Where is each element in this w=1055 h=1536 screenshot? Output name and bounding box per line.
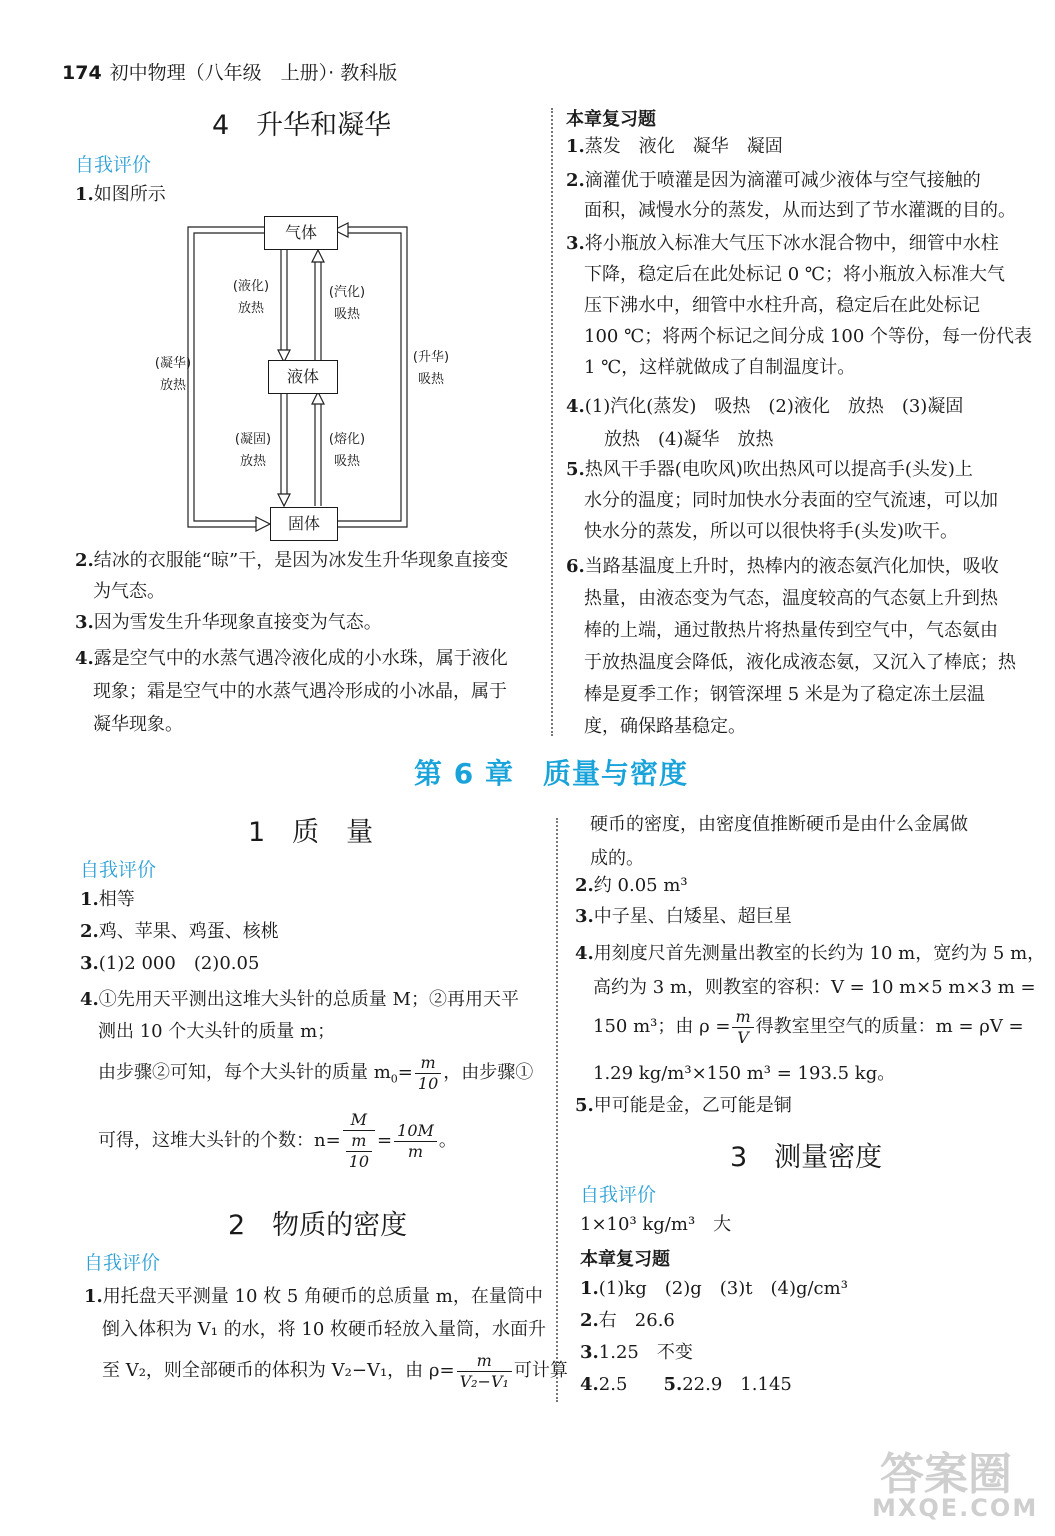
- section-title-density: 2 物质的密度: [228, 1210, 408, 1241]
- section-title: 4 升华和凝华: [212, 110, 392, 141]
- section-title-measure-density: 3 测量密度: [730, 1142, 883, 1173]
- density-question-4: 4.用刻度尺首先测量出教室的长约为 10 m，宽约为 5 m， 高约为 3 m，则教室的容积：V = 10 m×5 m×3 m =: [575, 943, 1046, 998]
- label-liquefaction: (液化) 放热: [232, 279, 270, 316]
- density-question-1: 1.用托盘天平测量 10 枚 5 角硬币的总质量 m，在量筒中 倒入体积为 V₁ 的水，将 10 枚硬币轻放入量筒，水面升: [84, 1286, 547, 1340]
- density-question-3: 3.中子星、白矮星、超巨星: [575, 906, 792, 927]
- mass-question-2: 2.鸡、苹果、鸡蛋、核桃: [80, 921, 279, 942]
- self-eval-heading: 自我评价: [75, 154, 152, 176]
- fraction-10M-over-m: $\frac{10M}{m}$: [394, 1121, 437, 1162]
- measure-density-answer: 1×10³ kg/m³ 大: [580, 1214, 732, 1235]
- review-question-3: 3.1.25 不变: [580, 1342, 693, 1363]
- watermark-logo: 答案圈: [880, 1449, 1012, 1500]
- label-vaporization: (汽化) 吸热: [328, 285, 366, 322]
- label-melting: (熔化) 吸热: [328, 432, 366, 469]
- review-question-2: 2.滴灌优于喷灌是因为滴灌可减少液体与空气接触的 面积，减慢水分的蒸发，从而达到了节水灌溉的目的。: [566, 170, 1016, 221]
- review-heading: 本章复习题: [566, 109, 656, 130]
- self-eval-heading: 自我评价: [80, 859, 157, 881]
- review-question-3: 3.将小瓶放入标准大气压下冰水混合物中，细管中水柱 下降，稳定后在此处标记 0 ℃；将小瓶放入标准大气 压下沸水中，细管中水柱升高，稳定后在此处标记 100 ℃；将两个标记之间分成 100 个等份，每一份代表 1 ℃，这样就做成了自制温度计。: [566, 233, 1033, 378]
- mass-question-1: 1.相等: [80, 889, 135, 910]
- density-question-4-result: 1.29 kg/m³×150 m³ = 193.5 kg。: [593, 1063, 896, 1084]
- fraction-m-over-V: $\frac{m}{V}$: [732, 1007, 753, 1048]
- mass-question-3: 3.(1)2 000 (2)0.05: [80, 953, 260, 974]
- density-question-2: 2.约 0.05 m³: [575, 875, 688, 896]
- column-divider-top: [551, 108, 553, 736]
- fraction-m-over-v2-v1: $\frac{m}{\text{V₂−V₁}}$: [457, 1351, 512, 1392]
- phase-change-diagram: [150, 210, 450, 545]
- question-4: 4.露是空气中的水蒸气遇冷液化成的小水珠，属于液化 现象；霜是空气中的水蒸气遇冷形成的小冰晶，属于 凝华现象。: [75, 648, 508, 735]
- watermark-url: MXQE.COM: [872, 1494, 1039, 1522]
- book-title: 初中物理（八年级 上册）· 教科版: [109, 62, 398, 84]
- review-question-1: 1.蒸发 液化 凝华 凝固: [566, 136, 783, 157]
- liquid-box: 液体: [268, 360, 338, 394]
- review-question-1: 1.(1)kg (2)g (3)t (4)g/cm³: [580, 1278, 848, 1299]
- density-question-4-formula: 150 m³；由 ρ = $\frac{m}{V}$ 得教室里空气的质量：m = ρV =: [593, 1006, 1024, 1047]
- self-eval-heading: 自我评价: [84, 1252, 161, 1274]
- review-heading: 本章复习题: [580, 1249, 670, 1270]
- fraction-M-over-m-over-10: M m 10: [343, 1110, 375, 1172]
- label-sublimation: (升华) 吸热: [412, 350, 450, 387]
- mass-question-4-step-3: 可得，这堆大头针的个数：n= M m 10 = $\frac{10M}{m}$ 。: [98, 1110, 457, 1171]
- mass-question-4: 4.①先用天平测出这堆大头针的总质量 M；②再用天平 测出 10 个大头针的质量 m；: [80, 989, 519, 1042]
- mass-question-4-step-2: 由步骤②可知，每个大头针的质量 $m_0=$ $\frac{m}{10}$ ，由步骤①: [98, 1052, 534, 1093]
- fraction-m-over-10: $\frac{m}{10}$: [415, 1053, 441, 1094]
- solid-box: 固体: [270, 507, 338, 541]
- gas-box: 气体: [264, 216, 338, 250]
- question-2: 2.结冰的衣服能“晾”干，是因为冰发生升华现象直接变 为气态。: [75, 550, 509, 602]
- question-3: 3.因为雪发生升华现象直接变为气态。: [75, 612, 382, 633]
- question-1: 1.如图所示: [75, 184, 166, 205]
- density-question-1-continued: 硬币的密度，由密度值推断硬币是由什么金属做 成的。: [590, 814, 968, 869]
- review-question-5: 5.热风干手器(电吹风)吹出热风可以提高手(头发)上 水分的温度；同时加快水分表面的空气流速，可以加 快水分的蒸发，所以可以很快将手(头发)吹干。: [566, 459, 998, 542]
- review-question-4-5: 4.2.5 5.22.9 1.145: [580, 1374, 792, 1395]
- review-question-6: 6.当路基温度上升时，热棒内的液态氨汽化加快，吸收 热量，由液态变为气态，温度较高的气态氨上升到热 棒的上端，通过散热片将热量传到空气中，气态氨由 于放热温度会降低，液化成液态氨，又沉入了棒底；热 棒是夏季工作；钢管深埋 5 米是为了稳定冻土层温 度，确保路基稳定。: [566, 556, 1016, 737]
- chapter-title: 第 6 章 质量与密度: [414, 757, 688, 790]
- label-deposition: (凝华) 放热: [154, 356, 192, 393]
- density-question-5: 5.甲可能是金，乙可能是铜: [575, 1095, 792, 1116]
- page-number: 174: [62, 62, 102, 84]
- density-question-1-formula: 至 V₂，则全部硬币的体积为 V₂−V₁，由 ρ= $\frac{m}{\text{V₂−V₁}}$ 可计算: [102, 1350, 568, 1391]
- review-question-2: 2.右 26.6: [580, 1310, 675, 1331]
- self-eval-heading: 自我评价: [580, 1184, 657, 1206]
- section-title-mass: 1 质 量: [248, 817, 374, 848]
- page-header: [62, 58, 397, 85]
- label-freezing: (凝固) 放热: [234, 432, 272, 469]
- column-divider-bottom: [556, 818, 558, 1402]
- review-question-4: 4.(1)汽化(蒸发) 吸热 (2)液化 放热 (3)凝固 放热 (4)凝华 放热: [566, 396, 964, 450]
